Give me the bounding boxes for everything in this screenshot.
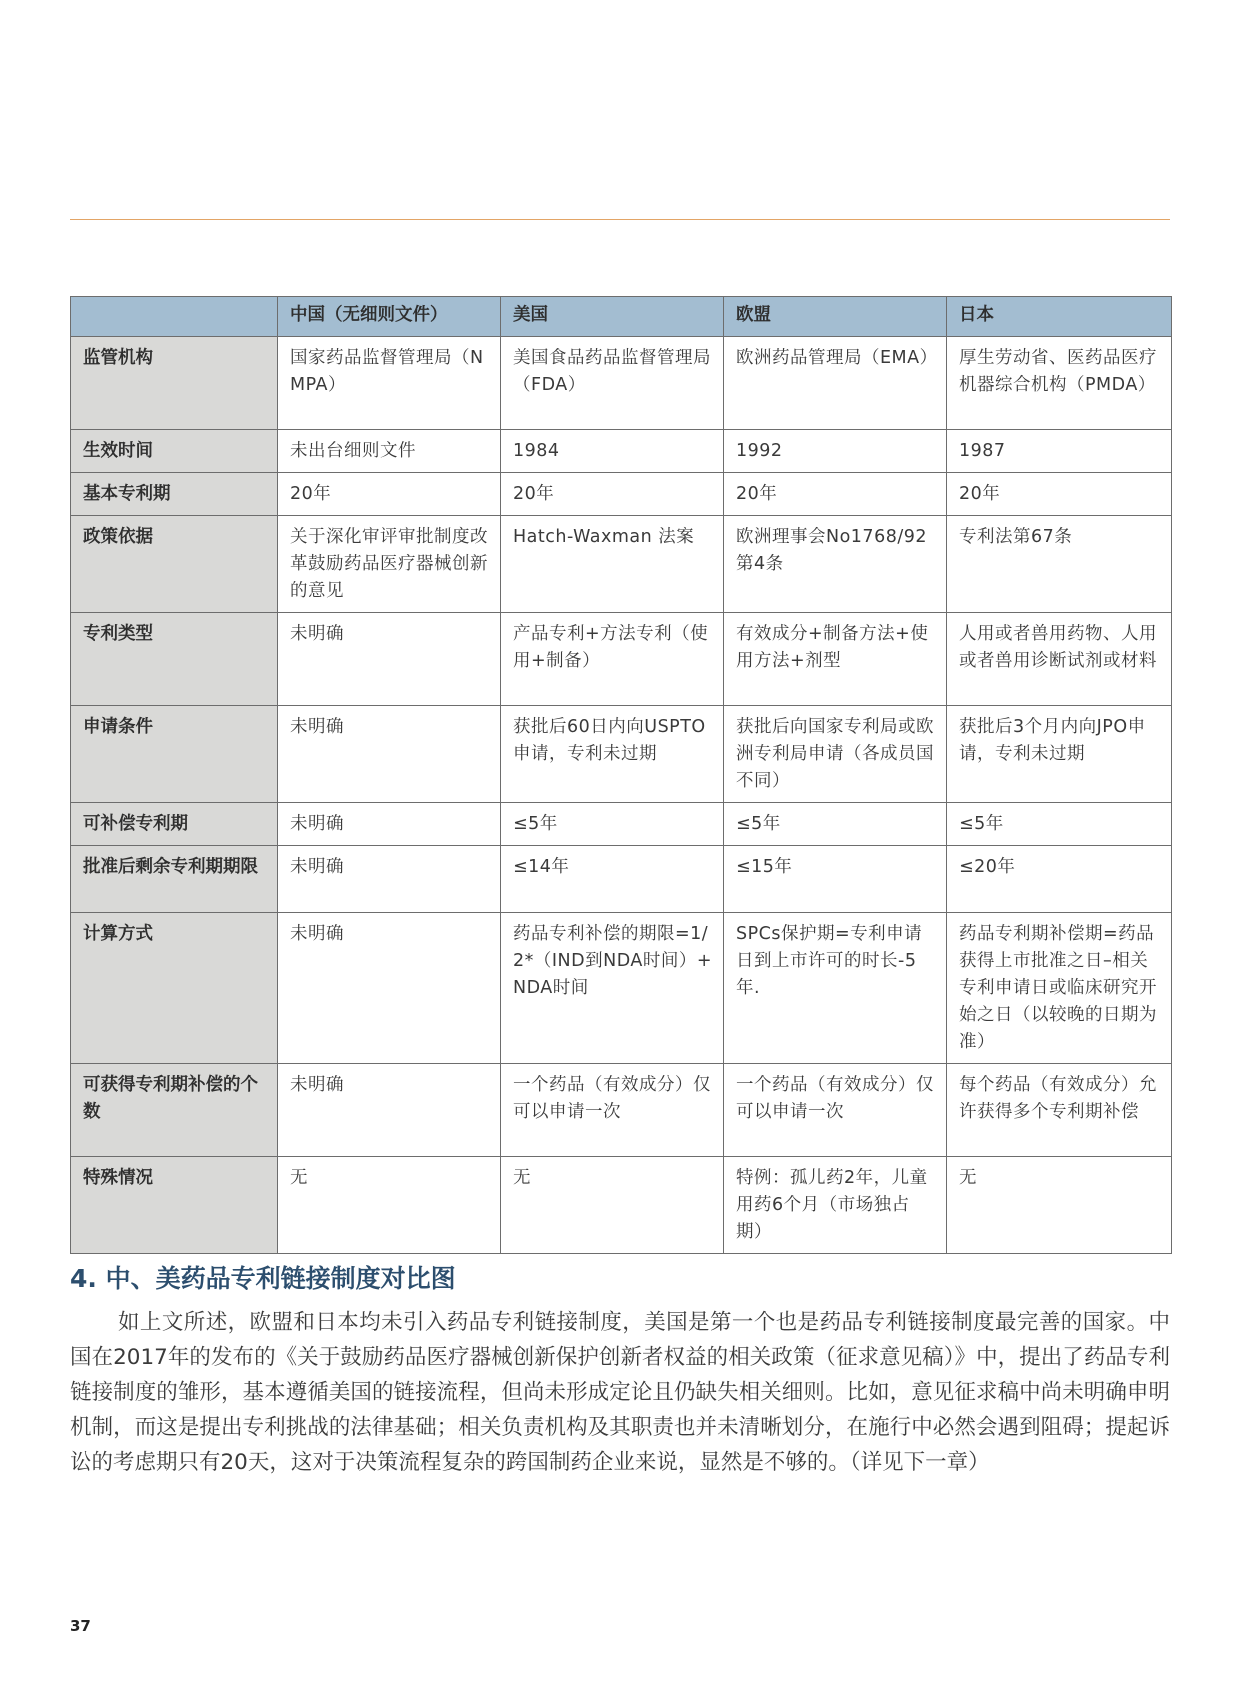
table-cell: 未明确 [278, 803, 501, 846]
table-cell: 无 [278, 1157, 501, 1254]
table-cell: 获批后60日内向USPTO申请，专利未过期 [501, 706, 724, 803]
table-cell: 国家药品监督管理局（NMPA） [278, 337, 501, 430]
table-cell: 未明确 [278, 1064, 501, 1157]
comparison-table [70, 296, 1172, 1254]
table-cell: 关于深化审评审批制度改革鼓励药品医疗器械创新的意见 [278, 516, 501, 613]
table-cell: 1984 [501, 430, 724, 473]
table-cell: ≤15年 [724, 846, 947, 913]
row-label: 特殊情况 [71, 1157, 278, 1254]
table-cell: 未明确 [278, 706, 501, 803]
row-label: 专利类型 [71, 613, 278, 706]
table-cell: 无 [501, 1157, 724, 1254]
table-cell: 未明确 [278, 846, 501, 913]
table-cell: ≤14年 [501, 846, 724, 913]
table-cell: SPCs保护期=专利申请日到上市许可的时长-5年. [724, 913, 947, 1064]
table-cell: ≤5年 [947, 803, 1172, 846]
table-cell: 20年 [501, 473, 724, 516]
row-label: 政策依据 [71, 516, 278, 613]
table-row [71, 706, 1172, 803]
table-cell: 获批后向国家专利局或欧洲专利局申请（各成员国不同） [724, 706, 947, 803]
table-row [71, 913, 1172, 1064]
table-cell: 专利法第67条 [947, 516, 1172, 613]
page-number: 37 [70, 1617, 91, 1635]
table-row [71, 803, 1172, 846]
table-cell: 一个药品（有效成分）仅可以申请一次 [501, 1064, 724, 1157]
header-rule [70, 219, 1170, 220]
table-cell: ≤20年 [947, 846, 1172, 913]
table-cell: 未明确 [278, 913, 501, 1064]
table-cell: 人用或者兽用药物、人用或者兽用诊断试剂或材料 [947, 613, 1172, 706]
table-cell: 有效成分+制备方法+使用方法+剂型 [724, 613, 947, 706]
table-cell: 药品专利期补偿期=药品获得上市批准之日–相关专利申请日或临床研究开始之日（以较晚的日期为准） [947, 913, 1172, 1064]
table-cell: 美国食品药品监督管理局（FDA） [501, 337, 724, 430]
table-cell: 获批后3个月内向JPO申请，专利未过期 [947, 706, 1172, 803]
row-label: 申请条件 [71, 706, 278, 803]
table-row [71, 430, 1172, 473]
row-label: 可补偿专利期 [71, 803, 278, 846]
table-header-row [71, 297, 1172, 337]
table-row [71, 846, 1172, 913]
table-cell: 1987 [947, 430, 1172, 473]
header-usa: 美国 [501, 297, 724, 337]
table-cell: 20年 [724, 473, 947, 516]
table-cell: ≤5年 [724, 803, 947, 846]
table-row [71, 473, 1172, 516]
row-label: 批准后剩余专利期期限 [71, 846, 278, 913]
table-cell: 药品专利补偿的期限=1/2*（IND到NDA时间）+NDA时间 [501, 913, 724, 1064]
table-cell: 产品专利+方法专利（使用+制备） [501, 613, 724, 706]
table-row [71, 337, 1172, 430]
table-cell: 特例：孤儿药2年，儿童用药6个月（市场独占期） [724, 1157, 947, 1254]
table-cell: 欧洲药品管理局（EMA） [724, 337, 947, 430]
table-row [71, 516, 1172, 613]
table-cell: 欧洲理事会No1768/92第4条 [724, 516, 947, 613]
header-china: 中国（无细则文件） [278, 297, 501, 337]
table-cell: 未明确 [278, 613, 501, 706]
body-paragraph: 如上文所述，欧盟和日本均未引入药品专利链接制度，美国是第一个也是药品专利链接制度最完善的国家。中国在2017年的发布的《关于鼓励药品医疗器械创新保护创新者权益的相关政策（征求意见稿）》中，提出了药品专利链接制度的雏形，基本遵循美国的链接流程，但尚未形成定论且仍缺失相关细则。比如，意见征求稿中尚未明确申明机制，而这是提出专利挑战的法律基础；相关负责机构及其职责也并未清晰划分，在施行中必然会遇到阻碍；提起诉讼的考虑期只有20天，这对于决策流程复杂的跨国制药企业来说，显然是不够的。（详见下一章） [70, 1310, 1170, 1475]
row-label: 可获得专利期补偿的个数 [71, 1064, 278, 1157]
table-row [71, 613, 1172, 706]
section-title: 4. 中、美药品专利链接制度对比图 [70, 1264, 456, 1293]
table-cell: 20年 [947, 473, 1172, 516]
table-row [71, 1064, 1172, 1157]
table-cell: 未出台细则文件 [278, 430, 501, 473]
table-cell: 1992 [724, 430, 947, 473]
table-cell: ≤5年 [501, 803, 724, 846]
row-label: 监管机构 [71, 337, 278, 430]
header-japan: 日本 [947, 297, 1172, 337]
row-label: 生效时间 [71, 430, 278, 473]
header-eu: 欧盟 [724, 297, 947, 337]
header-blank [71, 297, 278, 337]
table-cell: 20年 [278, 473, 501, 516]
row-label: 计算方式 [71, 913, 278, 1064]
table-cell: Hatch-Waxman 法案 [501, 516, 724, 613]
table-cell: 厚生劳动省、医药品医疗机器综合机构（PMDA） [947, 337, 1172, 430]
table-cell: 无 [947, 1157, 1172, 1254]
row-label: 基本专利期 [71, 473, 278, 516]
table-cell: 一个药品（有效成分）仅可以申请一次 [724, 1064, 947, 1157]
table-row [71, 1157, 1172, 1254]
table-cell: 每个药品（有效成分）允许获得多个专利期补偿 [947, 1064, 1172, 1157]
